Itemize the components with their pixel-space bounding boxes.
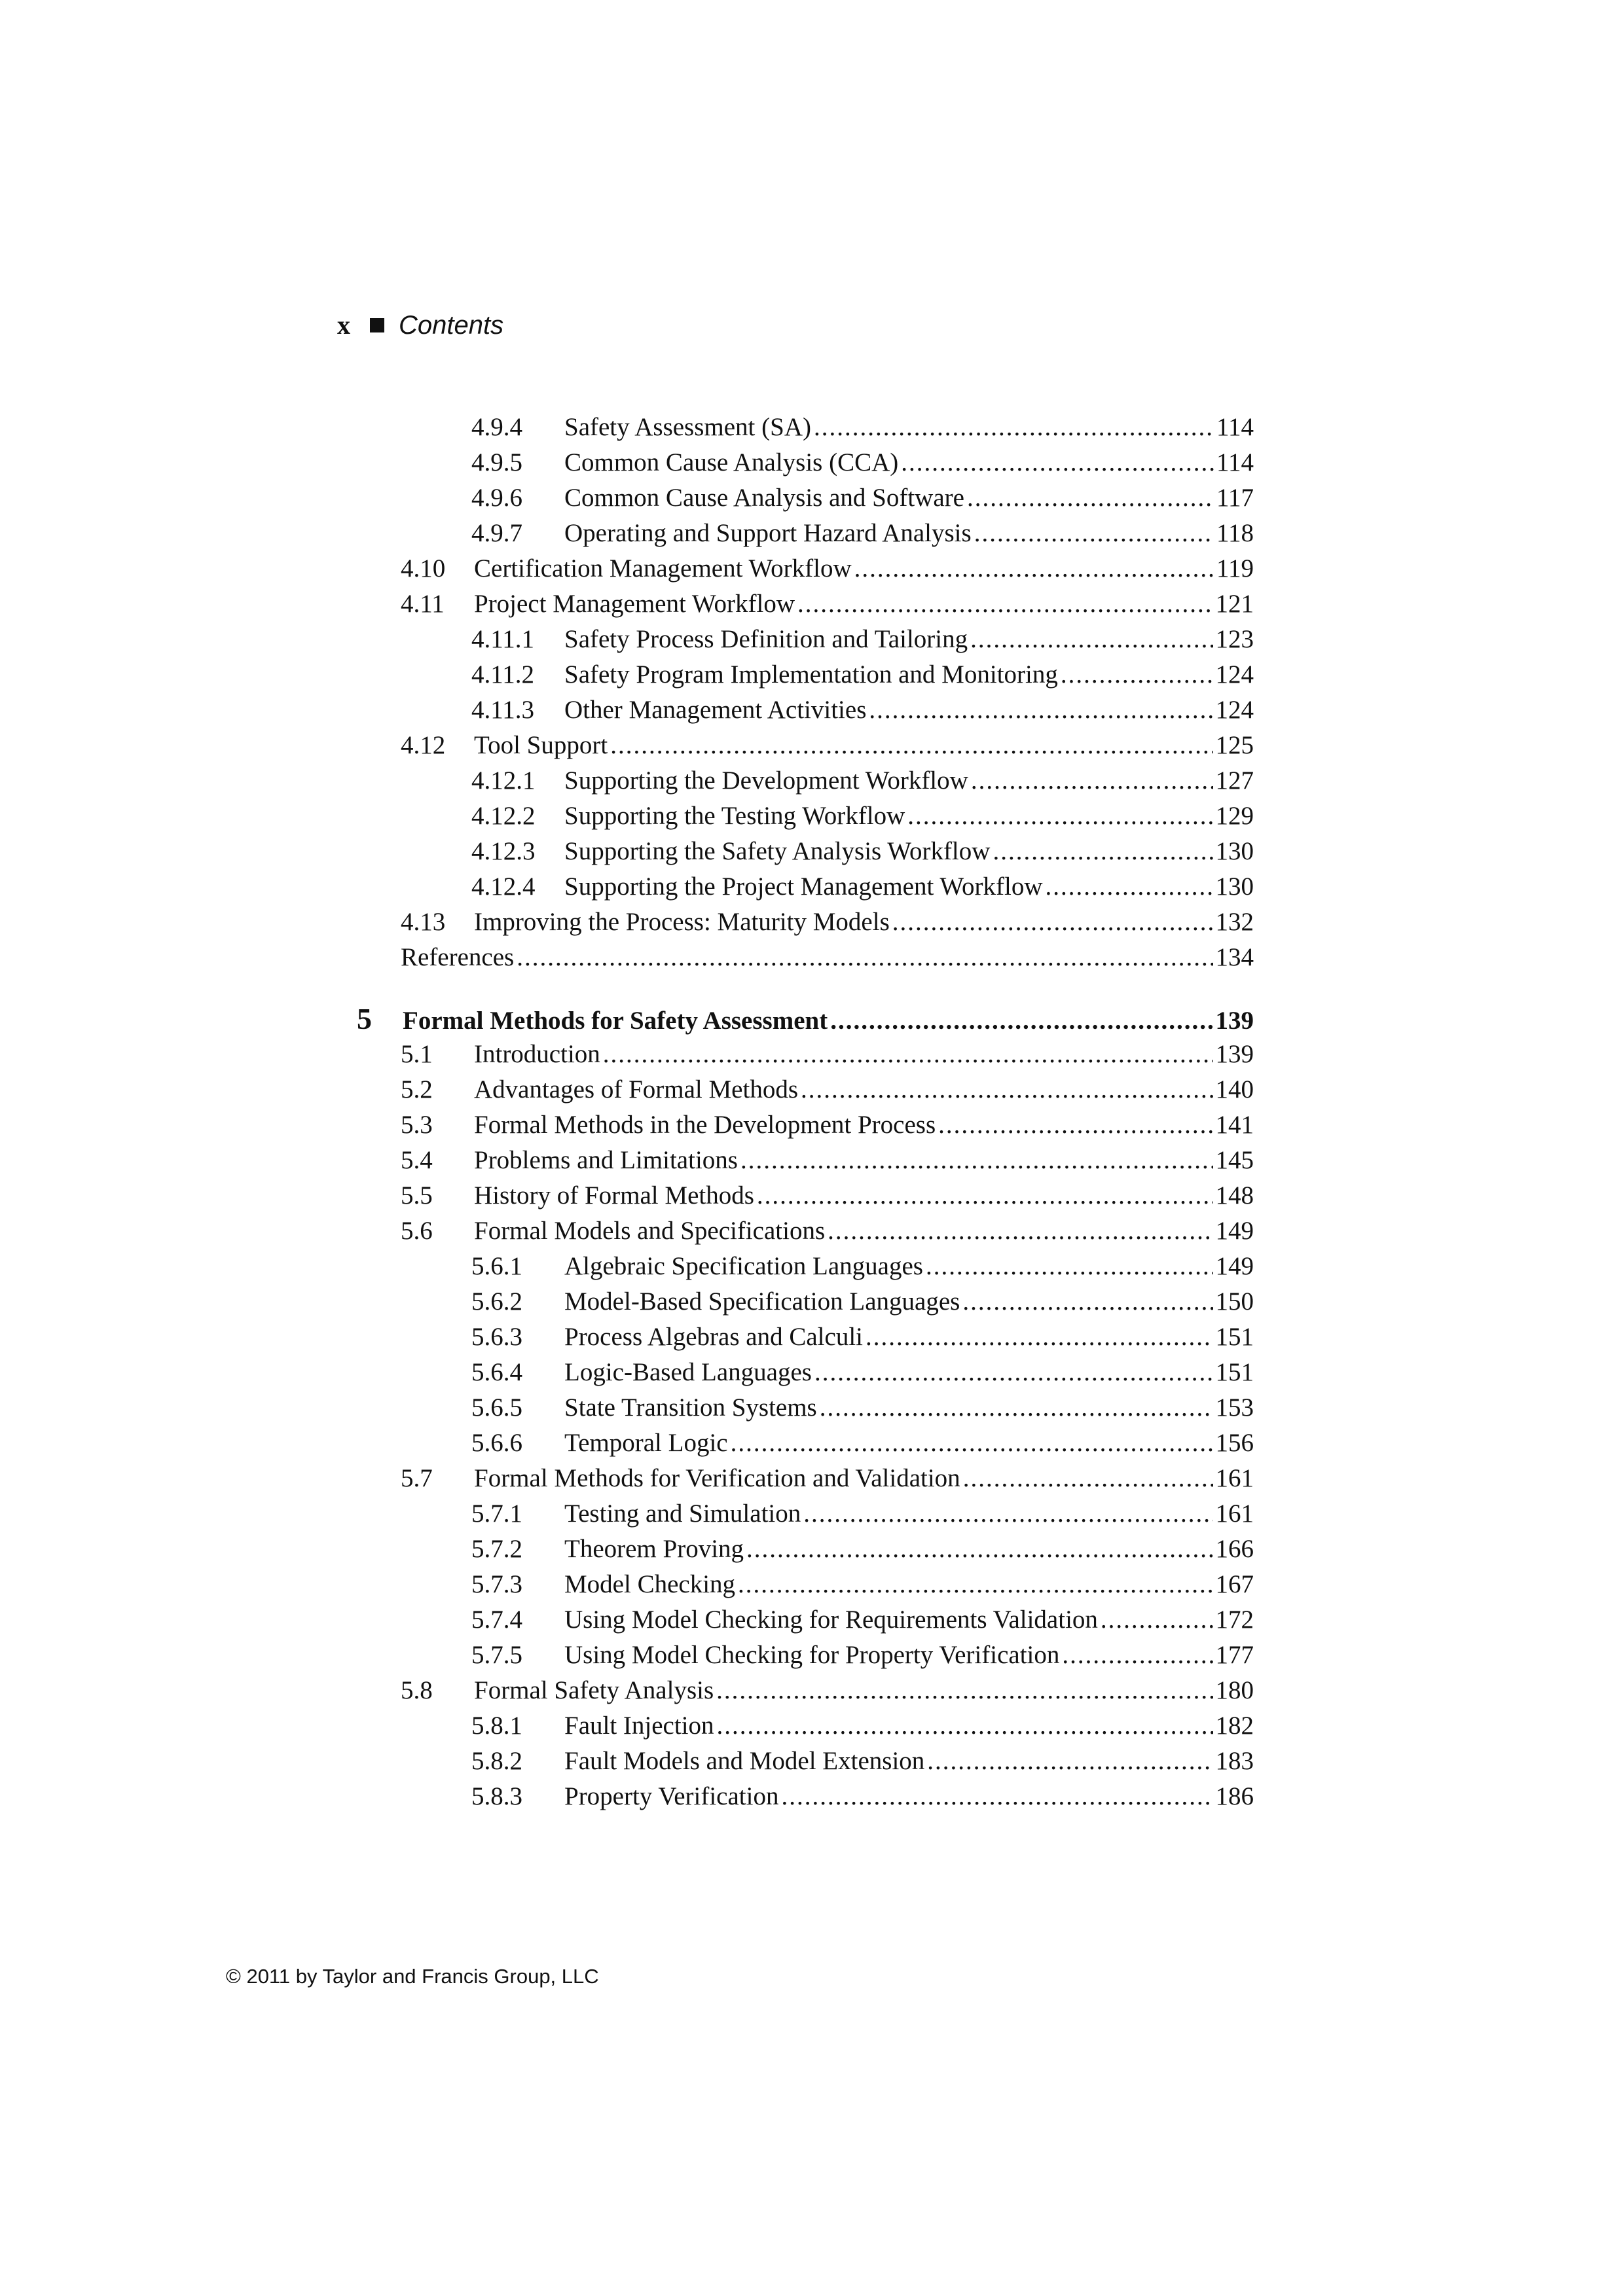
toc-entry-title: Supporting the Development Workflow (564, 766, 968, 795)
toc-entry-title: Fault Models and Model Extension (564, 1747, 925, 1775)
dot-leader (854, 554, 1214, 583)
toc-entry-title: References (401, 943, 515, 971)
dot-leader (927, 1746, 1213, 1776)
toc-entry-page: 166 (1215, 1535, 1254, 1563)
toc-entry-title: Tool Support (474, 731, 608, 759)
toc-entry-page: 177 (1215, 1641, 1254, 1669)
dot-leader (963, 1463, 1213, 1493)
toc-entry-page: 151 (1215, 1323, 1254, 1351)
toc-entry (471, 1428, 1254, 1463)
toc-entry-number: 5.7.4 (471, 1605, 522, 1634)
toc-entry-title: Process Algebras and Calculi (564, 1323, 863, 1351)
toc-entry (401, 1110, 1254, 1145)
page-folio: x (337, 310, 350, 340)
dot-leader (907, 801, 1213, 831)
toc-entry-number: 4.11.2 (471, 660, 535, 689)
dot-leader (901, 448, 1214, 477)
dot-leader (967, 483, 1214, 512)
toc-entry-page: 123 (1215, 625, 1254, 653)
toc-entry-page: 114 (1216, 413, 1254, 441)
toc-entry-page: 182 (1215, 1712, 1254, 1740)
toc-entry-page: 172 (1215, 1605, 1254, 1634)
dot-leader (610, 730, 1213, 760)
toc-entry-title: Safety Assessment (SA) (564, 413, 811, 441)
toc-entry-number: 5.8.3 (471, 1782, 522, 1810)
toc-entry-title: Using Model Checking for Property Verification (564, 1641, 1060, 1669)
toc-entry-title: Algebraic Specification Languages (564, 1252, 923, 1280)
toc-entry-title: Introduction (474, 1040, 600, 1068)
toc-entry (401, 730, 1254, 766)
toc-entry-title: Other Management Activities (564, 696, 867, 724)
toc-entry-page: 114 (1216, 448, 1254, 476)
toc-entry-page: 186 (1215, 1782, 1254, 1810)
dot-leader (1046, 872, 1213, 901)
toc-entry (401, 1075, 1254, 1110)
toc-entry (471, 801, 1254, 836)
toc-entry-title: Logic-Based Languages (564, 1358, 812, 1386)
toc-entry (401, 1676, 1254, 1711)
dot-leader (971, 766, 1213, 795)
toc-entry-title: Safety Process Definition and Tailoring (564, 625, 968, 653)
toc-entry (471, 1782, 1254, 1817)
toc-entry-page: 139 (1215, 1007, 1254, 1035)
toc-entry-title: State Transition Systems (564, 1393, 817, 1422)
toc-entry-number: 5.6.4 (471, 1358, 522, 1386)
toc-entry-page: 124 (1215, 660, 1254, 689)
toc-entry-number: 5.8.1 (471, 1712, 522, 1740)
toc-entry-title: Certification Management Workflow (474, 554, 852, 583)
toc-entry-number: 5.7.3 (471, 1570, 522, 1598)
toc-entry (471, 1287, 1254, 1322)
toc-entry (471, 660, 1254, 695)
toc-entry (471, 1251, 1254, 1287)
dot-leader (797, 589, 1213, 619)
toc-entry-number: 5.7.2 (471, 1535, 522, 1563)
toc-entry-number: 5.4 (401, 1146, 433, 1174)
dot-leader (993, 836, 1213, 866)
toc-entry-number: 5.6.3 (471, 1323, 522, 1351)
toc-entry (471, 836, 1254, 872)
toc-entry-title: Formal Methods in the Development Process (474, 1111, 936, 1139)
toc-entry-title: Common Cause Analysis and Software (564, 484, 964, 512)
toc-entry-number: 4.12.4 (471, 872, 536, 901)
toc-entry-number: 5 (357, 1002, 372, 1035)
toc-entry-number: 5.8.2 (471, 1747, 522, 1775)
dot-leader (974, 518, 1214, 548)
toc-entry-title: Common Cause Analysis (CCA) (564, 448, 899, 476)
toc-entry (401, 1463, 1254, 1499)
dot-leader (517, 942, 1213, 972)
toc-entry-title: History of Formal Methods (474, 1181, 754, 1210)
dot-leader (603, 1039, 1213, 1069)
toc-entry (471, 766, 1254, 801)
toc-entry (401, 554, 1254, 589)
toc-entry-page: 150 (1215, 1287, 1254, 1316)
dot-leader (814, 1357, 1213, 1387)
toc-entry-page: 161 (1215, 1499, 1254, 1528)
dot-leader (757, 1181, 1213, 1210)
toc-entry (471, 1746, 1254, 1782)
toc-entry-number: 4.9.7 (471, 519, 522, 547)
toc-entry-number: 4.11 (401, 590, 445, 618)
dot-leader (869, 695, 1213, 725)
toc-entry-title: Supporting the Testing Workflow (564, 802, 905, 830)
dot-leader (781, 1782, 1213, 1811)
toc-entry-page: 124 (1215, 696, 1254, 724)
toc-entry-page: 129 (1215, 802, 1254, 830)
toc-entry-title: Temporal Logic (564, 1429, 728, 1457)
toc-entry-title: Supporting the Safety Analysis Workflow (564, 837, 991, 865)
toc-entry (471, 518, 1254, 554)
toc-entry-page: 140 (1215, 1075, 1254, 1103)
toc-chapter-entry (357, 1001, 1254, 1037)
toc-entry-title: Problems and Limitations (474, 1146, 738, 1174)
toc-entry (401, 907, 1254, 942)
toc-entry-number: 5.6 (401, 1217, 433, 1245)
dot-leader (716, 1676, 1213, 1705)
toc-entry-title: Model Checking (564, 1570, 736, 1598)
running-head-title: Contents (399, 311, 504, 340)
dot-leader (820, 1393, 1213, 1422)
toc-entry-number: 5.8 (401, 1676, 433, 1704)
toc-entry-page: 119 (1216, 554, 1254, 583)
dot-leader (830, 1006, 1213, 1035)
toc-entry-title: Using Model Checking for Requirements Validation (564, 1605, 1098, 1634)
toc-entry (471, 1570, 1254, 1605)
toc-entry-page: 132 (1215, 908, 1254, 936)
toc-entry-number: 5.6.2 (471, 1287, 522, 1316)
toc-entry-number: 4.11.3 (471, 696, 535, 724)
toc-entry-number: 4.9.6 (471, 484, 522, 512)
toc-entry-title: Advantages of Formal Methods (474, 1075, 799, 1103)
toc-entry-number: 5.2 (401, 1075, 433, 1103)
toc-entry-page: 125 (1215, 731, 1254, 759)
toc-entry-number: 4.12.3 (471, 837, 536, 865)
toc-entry-number: 5.7.5 (471, 1641, 522, 1669)
toc-entry-title: Formal Methods for Verification and Validation (474, 1464, 960, 1492)
toc-entry-title: Formal Methods for Safety Assessment (403, 1007, 828, 1035)
toc-entry (471, 1393, 1254, 1428)
toc-entry-page: 130 (1215, 872, 1254, 901)
toc-entry (471, 1711, 1254, 1746)
square-bullet-icon (370, 318, 384, 332)
toc-entry-page: 121 (1215, 590, 1254, 618)
toc-entry-page: 134 (1215, 943, 1254, 971)
toc-entry (471, 695, 1254, 730)
toc-entry-title: Fault Injection (564, 1712, 714, 1740)
toc-entry-number: 4.12.1 (471, 766, 536, 795)
copyright-footer: © 2011 by Taylor and Francis Group, LLC (226, 1965, 599, 1988)
toc-entry-page: 117 (1216, 484, 1254, 512)
dot-leader (866, 1322, 1213, 1352)
toc-entry-title: Supporting the Project Management Workflow (564, 872, 1043, 901)
toc-entry (401, 1039, 1254, 1075)
toc-entry (401, 942, 1254, 978)
dot-leader (938, 1110, 1213, 1139)
toc-entry-page: 149 (1215, 1252, 1254, 1280)
toc-entry-page: 151 (1215, 1358, 1254, 1386)
toc-entry-number: 5.6.5 (471, 1393, 522, 1422)
toc-entry-number: 5.7 (401, 1464, 433, 1492)
toc-entry-page: 167 (1215, 1570, 1254, 1598)
dot-leader (828, 1216, 1213, 1246)
toc-entry-title: Formal Models and Specifications (474, 1217, 826, 1245)
toc-entry-number: 5.6.1 (471, 1252, 522, 1280)
toc-entry-page: 149 (1215, 1217, 1254, 1245)
toc-entry (471, 1499, 1254, 1534)
toc-entry-page: 145 (1215, 1146, 1254, 1174)
toc-entry-page: 118 (1216, 519, 1254, 547)
toc-entry-number: 5.7.1 (471, 1499, 522, 1528)
toc-entry-title: Project Management Workflow (474, 590, 795, 618)
toc-entry (471, 1322, 1254, 1357)
dot-leader (892, 907, 1213, 937)
dot-leader (1101, 1605, 1213, 1634)
dot-leader (746, 1534, 1213, 1564)
toc-entry-number: 4.13 (401, 908, 446, 936)
toc-entry (471, 1357, 1254, 1393)
toc-entry-number: 5.5 (401, 1181, 433, 1210)
toc-entry-page: 148 (1215, 1181, 1254, 1210)
toc-entry-number: 4.12 (401, 731, 446, 759)
toc-entry-page: 127 (1215, 766, 1254, 795)
toc-entry (401, 1145, 1254, 1181)
toc-entry (471, 1534, 1254, 1570)
toc-entry (471, 448, 1254, 483)
toc-entry-page: 156 (1215, 1429, 1254, 1457)
toc-entry (471, 483, 1254, 518)
toc-entry-page: 139 (1215, 1040, 1254, 1068)
toc-entry-page: 153 (1215, 1393, 1254, 1422)
toc-entry-title: Formal Safety Analysis (474, 1676, 714, 1704)
dot-leader (970, 624, 1213, 654)
toc-entry (401, 1216, 1254, 1251)
toc-entry-title: Property Verification (564, 1782, 779, 1810)
toc-entry (401, 589, 1254, 624)
dot-leader (926, 1251, 1213, 1281)
toc-entry-page: 161 (1215, 1464, 1254, 1492)
toc-entry-number: 5.1 (401, 1040, 433, 1068)
dot-leader (962, 1287, 1213, 1316)
dot-leader (717, 1711, 1213, 1740)
toc-entry-title: Model-Based Specification Languages (564, 1287, 960, 1316)
running-head (337, 309, 503, 342)
dot-leader (801, 1075, 1213, 1104)
dot-leader (814, 412, 1214, 442)
toc-entry-title: Testing and Simulation (564, 1499, 801, 1528)
toc-entry-number: 5.3 (401, 1111, 433, 1139)
toc-entry (471, 1605, 1254, 1640)
toc-entry (471, 624, 1254, 660)
dot-leader (731, 1428, 1213, 1458)
toc-entry-title: Theorem Proving (564, 1535, 744, 1563)
dot-leader (738, 1570, 1213, 1599)
toc-entry (471, 412, 1254, 448)
toc-entry-number: 4.10 (401, 554, 446, 583)
toc-entry-page: 141 (1215, 1111, 1254, 1139)
toc-entry (471, 1640, 1254, 1676)
toc-entry-title: Safety Program Implementation and Monitoring (564, 660, 1058, 689)
toc-entry-title: Operating and Support Hazard Analysis (564, 519, 972, 547)
dot-leader (1062, 1640, 1213, 1670)
dot-leader (740, 1145, 1213, 1175)
dot-leader (1061, 660, 1213, 689)
dot-leader (803, 1499, 1213, 1528)
toc-entry-page: 130 (1215, 837, 1254, 865)
toc-entry-page: 183 (1215, 1747, 1254, 1775)
toc-entry-number: 5.6.6 (471, 1429, 522, 1457)
toc-entry (401, 1181, 1254, 1216)
toc-entry (471, 872, 1254, 907)
toc-entry-number: 4.11.1 (471, 625, 535, 653)
toc-entry-number: 4.9.4 (471, 413, 522, 441)
toc-entry-number: 4.12.2 (471, 802, 536, 830)
toc-entry-number: 4.9.5 (471, 448, 522, 476)
toc-entry-page: 180 (1215, 1676, 1254, 1704)
toc-entry-title: Improving the Process: Maturity Models (474, 908, 890, 936)
